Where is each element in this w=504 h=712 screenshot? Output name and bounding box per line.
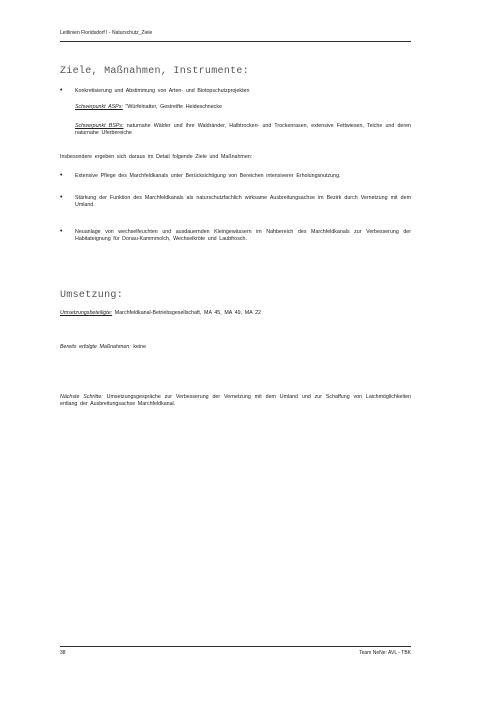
erfolgt-text: keine — [130, 344, 147, 350]
section-heading-ziele: Ziele, Maßnahmen, Instrumente: — [60, 66, 250, 77]
bullet-text-3: Stärkung der Funktion des Marchfeldkanals als naturschutzfachlich wirksame Ausbreitungsachse im Bezirk durch Vernetzung mit dem Umland. — [75, 195, 411, 208]
bsp-paragraph — [75, 123, 411, 137]
asp-label: Schwerpunkt ASPs: — [75, 104, 123, 110]
beteiligte-label: Umsetzungsbeteiligte: — [60, 310, 113, 316]
beteiligte-line — [60, 310, 411, 317]
bullet-icon: • — [60, 194, 63, 201]
intro-paragraph: Insbesondere ergeben sich daraus im Detail folgende Ziele und Maßnahmen: — [60, 154, 253, 160]
asp-text: "Würfelnatter, Gestreifte Heideschnecke — [122, 104, 222, 110]
erfolgt-line — [60, 344, 411, 351]
beteiligte-text: Marchfeldkanal-Betriebsgesellschaft, MA 45, MA 49, MA 22 — [112, 310, 261, 316]
header-rule — [60, 41, 411, 42]
bullet-icon: • — [60, 172, 63, 179]
asp-line — [75, 104, 411, 111]
bullet-text-1: Konkretisierung und Abstimmung von Arten- und Biotopschutzprojekten — [75, 88, 250, 94]
bullet-text-4: Neuanlage von wechselfeuchten und ausdauernden Kleingewässern im Nahbereich des Marchfeldkanals zur Verbesserung der Habitateignung für Donau-Kammmolch, Wechselkröte und Laubfrosch. — [75, 229, 411, 242]
naechste-label: Nächste Schritte: — [60, 394, 103, 400]
section-heading-umsetzung: Umsetzung: — [60, 290, 124, 301]
bsp-text: naturnahe Wälder und ihre Waldränder, Halbtrocken- und Trockenrasen, extensive Fettwiesen, Teiche und deren naturnahe Uferbereiche — [75, 123, 412, 136]
naechste-text: Umsetzungsgespräche zur Verbesserung der Vernetzung mit dem Umland und zur Schaffung von Laichmöglichkeiten entlang der Ausbreitungsachse Marchfeldkanal. — [60, 394, 411, 407]
bullet-icon: • — [60, 87, 63, 94]
page-number: 38 — [60, 650, 66, 656]
bullet-icon: • — [60, 228, 63, 235]
erfolgt-label: Bereits erfolgte Maßnahmen: — [60, 344, 131, 350]
naechste-paragraph — [60, 394, 411, 408]
footer-team: Team NeNe: AVL - TBK — [359, 650, 411, 656]
footer-rule — [60, 646, 411, 647]
bullet-text-2: Extensive Pflege des Marchfeldkanals unter Berücksichtigung von Bereichen intensiverer Erholungsnutzung. — [75, 173, 341, 179]
bsp-label: Schwerpunkt BSPs: — [75, 123, 124, 129]
running-header: Leitlinien Floridsdorf I - Naturschutz_Ziele — [60, 30, 153, 36]
